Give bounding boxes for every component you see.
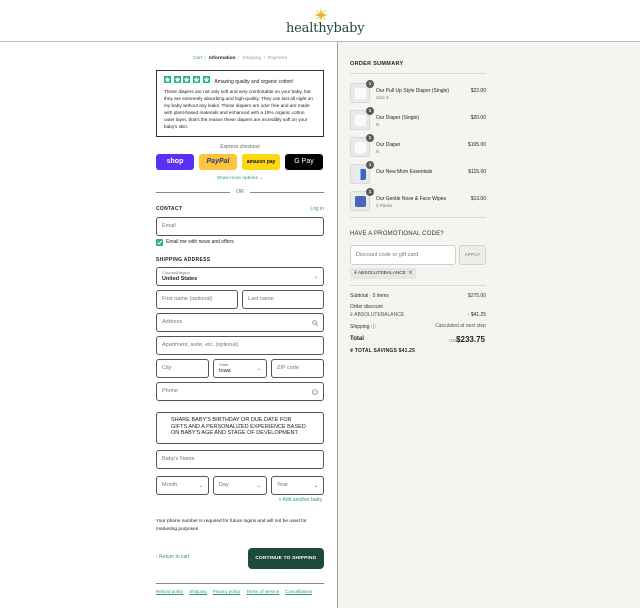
item-price: $105.00	[467, 142, 486, 148]
star-logo-icon	[314, 8, 328, 22]
item-variant: N	[376, 149, 380, 154]
terms-of-service-link[interactable]: Terms of service	[246, 589, 280, 594]
logo-wordmark: healthybaby	[286, 21, 365, 36]
birth-day-select[interactable]	[213, 476, 267, 495]
item-name: Our New Mom Essentials	[376, 169, 433, 175]
phone-note: Your phone number is required for future logins and will not be used for marketing purposes	[156, 519, 307, 532]
promo-code-heading: HAVE A PROMOTIONAL CODE?	[350, 231, 444, 237]
state-select[interactable]	[213, 359, 267, 378]
shipping-value: Calculated at next step	[435, 323, 486, 329]
list-item	[350, 163, 486, 190]
item-price: $20.00	[470, 115, 486, 121]
review-headline: Amazing quality and organic cotton!	[214, 79, 294, 85]
item-name: Our Diaper	[376, 142, 401, 148]
tag-icon: ⌾	[354, 271, 357, 276]
return-to-cart-link[interactable]: ‹ Return to cart	[156, 554, 190, 560]
total-label: Total	[350, 336, 364, 342]
divider	[350, 73, 486, 74]
chevron-down-icon: ⌄	[256, 366, 261, 372]
discount-code-input[interactable]: Discount code or gift card	[350, 245, 456, 265]
apartment-field[interactable]: Apartment, suite, etc. (optional)	[156, 336, 324, 355]
state-value: Iowa	[219, 368, 231, 374]
month-placeholder: Month	[162, 482, 178, 488]
applied-code: ABSOLUTEBALANCE	[357, 271, 406, 276]
quantity-badge: 1	[366, 107, 374, 115]
email-field[interactable]: Email	[156, 217, 324, 236]
item-name: Our Gentle Nose & Face Wipes	[376, 196, 447, 202]
chevron-down-icon: ⌄	[313, 483, 318, 489]
contact-heading: CONTACT	[156, 206, 183, 212]
discount-value: - $41.25	[467, 312, 486, 318]
discount-label-row	[350, 304, 486, 310]
address-placeholder: Address	[162, 319, 183, 325]
tag-icon: ⌾	[350, 312, 354, 318]
breadcrumb-shipping: Shipping	[242, 56, 262, 61]
list-item	[350, 136, 486, 163]
tag-icon: ⌾	[350, 348, 354, 354]
breadcrumb-separator: ›	[263, 56, 266, 61]
total-savings-value: $41.25	[398, 348, 416, 354]
order-summary-panel	[337, 42, 640, 608]
zip-field[interactable]: ZIP code	[271, 359, 324, 378]
show-more-options-link[interactable]: Show more options ⌄	[216, 176, 264, 181]
phone-placeholder: Phone	[162, 388, 178, 394]
day-placeholder: Day	[219, 482, 229, 488]
item-variant: 2 Packs	[376, 203, 393, 208]
star-icon	[193, 76, 200, 83]
quantity-badge: 1	[366, 161, 374, 169]
quantity-badge: 1	[366, 134, 374, 142]
subtotal-row	[350, 293, 486, 299]
breadcrumb-cart[interactable]: Cart	[193, 56, 203, 61]
baby-name-field[interactable]: Baby's Name	[156, 450, 324, 469]
item-name: Our Diaper (Single)	[376, 115, 420, 121]
item-variant: N	[376, 122, 380, 127]
breadcrumb-information: Information	[209, 56, 236, 61]
birth-year-select[interactable]	[271, 476, 324, 495]
amazon-pay-button[interactable]: amazon pay	[242, 154, 280, 170]
subtotal-label: Subtotal · 5 items	[350, 293, 389, 299]
shipping-address-heading: SHIPPING ADDRESS	[156, 257, 211, 263]
info-icon[interactable]: ⓘ	[370, 324, 376, 330]
state-label: State	[219, 362, 229, 367]
checkmark-icon	[156, 239, 163, 246]
list-item	[350, 109, 486, 136]
add-another-baby-link[interactable]: + Add another baby	[278, 497, 322, 503]
total-value: $233.75	[456, 335, 485, 344]
newsletter-checkbox[interactable]	[156, 239, 163, 246]
quantity-badge: 1	[366, 188, 374, 196]
country-label: Country/Region	[162, 270, 190, 275]
discount-row	[350, 312, 486, 318]
newsletter-label: Email me with news and offers	[166, 239, 234, 245]
list-item	[350, 190, 486, 217]
footer-divider	[156, 583, 324, 584]
country-value: United States	[162, 276, 198, 282]
paypal-button[interactable]: PayPal	[199, 154, 237, 170]
or-divider-label: OR	[236, 189, 244, 195]
discount-code: ABSOLUTEBALANCE	[354, 312, 405, 318]
rating-stars	[164, 76, 211, 85]
login-link[interactable]: Log in	[310, 206, 324, 212]
shop-pay-button[interactable]: shop	[156, 154, 194, 170]
apply-discount-button[interactable]: APPLY	[459, 245, 486, 265]
year-placeholder: Year	[277, 482, 289, 488]
star-icon	[183, 76, 190, 83]
baby-birthday-prompt: SHARE BABY'S BIRTHDAY OR DUE DATE FOR GIFTS AND A PERSONALIZED EXPERIENCE BASED ON BABY'S AGE AND STAGE OF DEVELOPMENT.	[156, 412, 324, 444]
star-icon	[174, 76, 181, 83]
review-text: These diapers are not only soft and very comfortable on your baby, but they are extremely absorbing and high-quality. They can last all night on my baby without any leaks. These diapers are odor free and are made with plant-based materials and enhanced with a 15% organic cotton outer layer, that's the reason these diapers are incredibly soft on your baby's skin.	[164, 89, 313, 129]
breadcrumb-separator: ›	[204, 56, 207, 61]
total-savings-label: TOTAL SAVINGS	[354, 348, 398, 354]
help-icon[interactable]	[312, 389, 318, 395]
star-icon	[164, 76, 171, 83]
svg-text:?: ?	[314, 390, 316, 395]
order-discount-label: Order discount	[350, 304, 383, 310]
checkout-form	[156, 42, 324, 608]
shipping-label: Shipping	[350, 324, 370, 330]
continue-to-shipping-button[interactable]: CONTINUE TO SHIPPING	[248, 548, 324, 569]
breadcrumb	[156, 56, 324, 61]
item-price: $115.00	[468, 169, 486, 175]
shipping-policy-link[interactable]: Shipping	[189, 589, 207, 594]
search-icon	[312, 320, 318, 326]
applied-discount-tag	[350, 268, 416, 279]
shipping-row	[350, 323, 486, 330]
list-item	[350, 82, 486, 109]
divider	[250, 192, 324, 193]
star-icon	[203, 76, 210, 83]
chevron-down-icon: ⌄	[313, 274, 318, 280]
google-pay-button[interactable]: G Pay	[285, 154, 323, 170]
divider	[350, 285, 486, 286]
order-items	[350, 82, 486, 217]
country-select[interactable]	[156, 267, 324, 286]
currency-code: USD	[449, 338, 459, 343]
item-price: $22.00	[470, 88, 486, 94]
chevron-down-icon: ⌄	[256, 483, 261, 489]
privacy-policy-link[interactable]: Privacy policy	[212, 589, 241, 594]
quantity-badge: 1	[366, 80, 374, 88]
healthybaby-logo[interactable]	[286, 8, 365, 36]
express-checkout-label: Express checkout	[220, 144, 260, 150]
item-variant: Size 3	[376, 95, 389, 100]
refund-policy-link[interactable]: Refund policy	[156, 589, 184, 594]
item-price: $13.00	[470, 196, 486, 202]
breadcrumb-separator: ›	[238, 56, 240, 61]
footer-links	[156, 589, 324, 594]
phone-field[interactable]	[156, 382, 324, 401]
subtotal-value: $275.00	[467, 293, 486, 299]
first-name-field[interactable]: First name (optional)	[156, 290, 238, 309]
site-header	[0, 0, 640, 42]
address-field[interactable]	[156, 313, 324, 332]
total-savings	[350, 348, 415, 354]
remove-code-icon[interactable]: ✕	[407, 271, 413, 276]
city-field[interactable]: City	[156, 359, 209, 378]
customer-review	[156, 70, 324, 137]
chevron-down-icon: ⌄	[198, 483, 203, 489]
item-name: Our Pull Up Style Diaper (Single)	[376, 88, 450, 94]
cancellations-link[interactable]: Cancellations	[285, 589, 313, 594]
breadcrumb-payment: Payment	[268, 56, 287, 61]
divider	[350, 217, 486, 218]
order-summary-title: ORDER SUMMARY	[350, 61, 404, 67]
last-name-field[interactable]: Last name	[242, 290, 324, 309]
birth-month-select[interactable]	[156, 476, 209, 495]
